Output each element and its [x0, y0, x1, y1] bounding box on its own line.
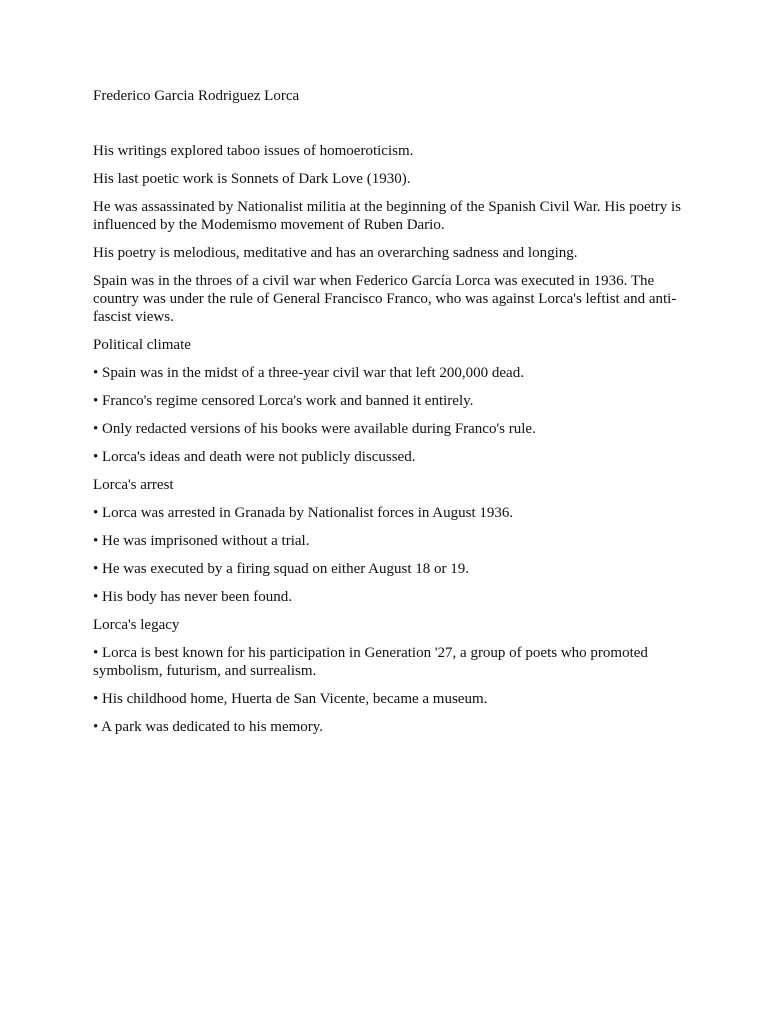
- bullet-item: • His childhood home, Huerta de San Vicente, became a museum.: [93, 691, 488, 707]
- intro-paragraph: Spain was in the throes of a civil war when Federico García Lorca was executed in 1936. The country was under the rule of General Francisco Franco, who was against Lorca's leftist and anti-fascist views.: [93, 273, 677, 325]
- intro-paragraph: He was assassinated by Nationalist militia at the beginning of the Spanish Civil War. His poetry is influenced by the Modemismo movement of Ruben Dario.: [93, 199, 682, 233]
- bullet-item: • His body has never been found.: [93, 589, 292, 605]
- bullet-item: • Spain was in the midst of a three-year civil war that left 200,000 dead.: [93, 365, 524, 381]
- bullet-item: • A park was dedicated to his memory.: [93, 719, 324, 735]
- bullet-item: • Franco's regime censored Lorca's work and banned it entirely.: [93, 393, 474, 409]
- intro-paragraph: His last poetic work is Sonnets of Dark Love (1930).: [93, 171, 411, 187]
- bullet-item: • Only redacted versions of his books were available during Franco's rule.: [93, 421, 536, 437]
- section-heading-lorcas-arrest: Lorca's arrest: [93, 477, 174, 493]
- bullet-item: • Lorca's ideas and death were not publicly discussed.: [93, 449, 416, 465]
- bullet-item: • He was imprisoned without a trial.: [93, 533, 310, 549]
- bullet-item: • Lorca is best known for his participation in Generation '27, a group of poets who promoted symbolism, futurism, and surrealism.: [93, 645, 648, 679]
- bullet-item: • He was executed by a firing squad on either August 18 or 19.: [93, 561, 469, 577]
- document-page: [93, 87, 683, 746]
- section-heading-lorcas-legacy: Lorca's legacy: [93, 617, 180, 633]
- bullet-item: • Lorca was arrested in Granada by Nationalist forces in August 1936.: [93, 505, 514, 521]
- intro-paragraph: His writings explored taboo issues of homoeroticism.: [93, 143, 414, 159]
- section-heading-political-climate: Political climate: [93, 337, 191, 353]
- intro-paragraph: His poetry is melodious, meditative and has an overarching sadness and longing.: [93, 245, 578, 261]
- document-title: Frederico Garcia Rodriguez Lorca: [93, 88, 300, 104]
